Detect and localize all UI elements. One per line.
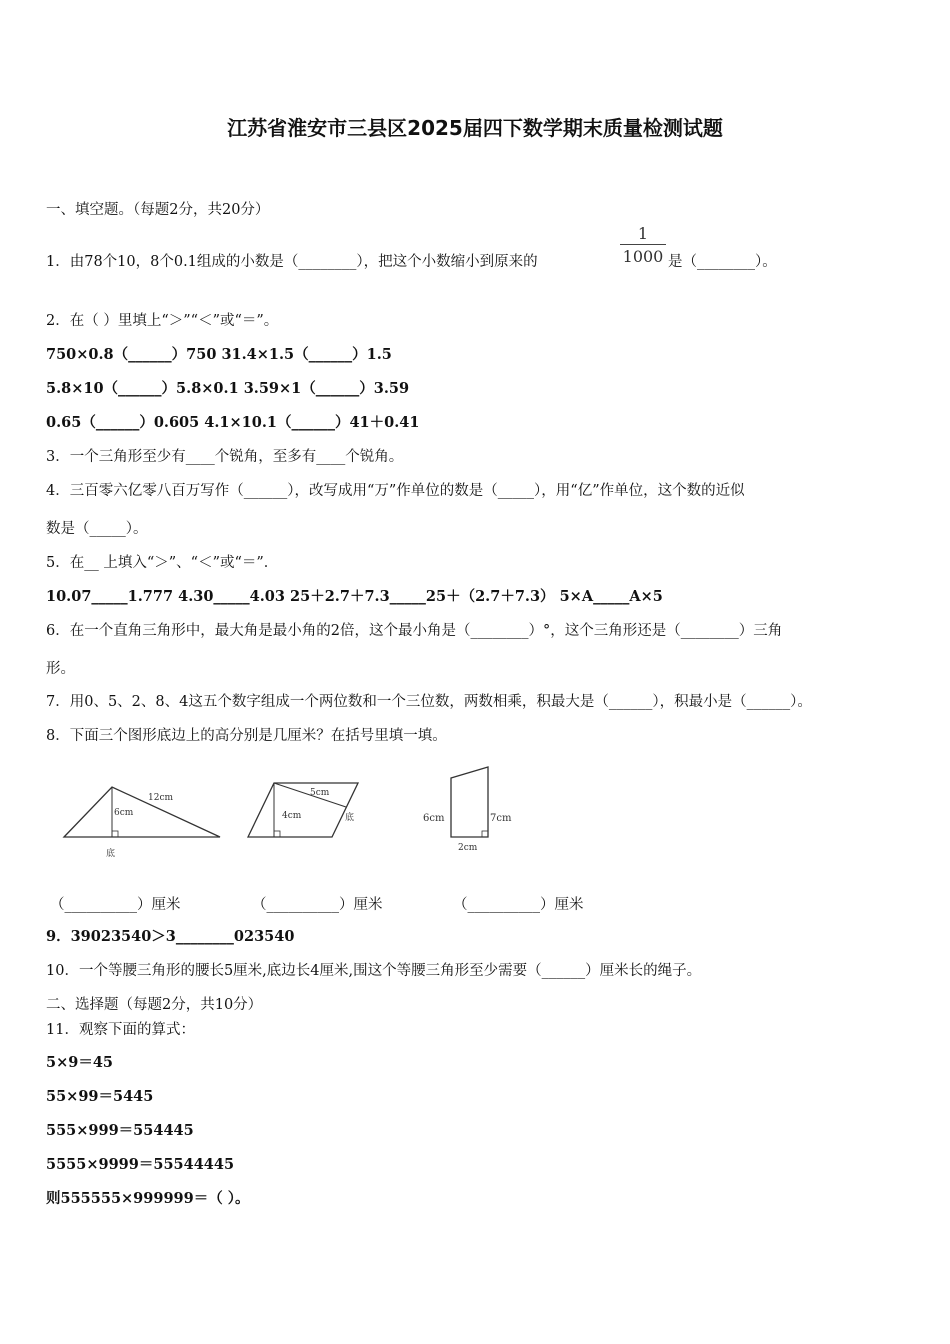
question-2-stem: 2．在（ ）里填上“＞”“＜”或“＝”。 bbox=[46, 313, 279, 329]
page-title: 江苏省淮安市三县区2025届四下数学期末质量检测试题 bbox=[227, 116, 723, 140]
question-11-stem: 11．观察下面的算式： bbox=[46, 1022, 195, 1038]
fraction-numerator: 1 bbox=[620, 224, 666, 245]
question-11-ask: 则555555×999999＝（ ）。 bbox=[46, 1190, 250, 1207]
question-1 bbox=[46, 252, 538, 272]
question-2-row-2: 5.8×10（______）5.8×0.1 3.59×1（______）3.59 bbox=[46, 380, 410, 397]
question-8-stem: 8．下面三个图形底边上的高分别是几厘米？在括号里填一填。 bbox=[46, 728, 447, 744]
question-8-figures bbox=[56, 760, 536, 860]
triangle-base-label: 底 bbox=[106, 849, 116, 859]
question-7: 7．用0、5、2、8、4这五个数字组成一个两位数和一个三位数，两数相乘，积最大是（______），积最小是（______）。 bbox=[46, 694, 812, 710]
section-1-heading: 一、填空题。（每题2分，共20分） bbox=[46, 202, 270, 218]
trapezoid-figure bbox=[423, 767, 512, 853]
parallelogram-side-label: 5cm bbox=[310, 788, 330, 798]
question-2-row-3: 0.65（______）0.605 4.1×10.1（______）41＋0.41 bbox=[46, 414, 420, 431]
question-4-line-1: 4．三百零六亿零八百万写作（______），改写成用“万”作单位的数是（_____），用“亿”作单位，这个数的近似 bbox=[46, 483, 745, 499]
fraction bbox=[620, 224, 666, 266]
question-5-row: 10.07_____1.777 4.30_____4.03 25＋2.7＋7.3_____25＋（2.7＋7.3） 5×A_____A×5 bbox=[46, 588, 663, 605]
question-4-line-2: 数是（_____）。 bbox=[46, 521, 148, 537]
question-11-expr-3: 555×999＝554445 bbox=[46, 1122, 194, 1139]
question-5-stem: 5．在__ 上填入“＞”、“＜”或“＝”． bbox=[46, 555, 279, 571]
question-11-expr-2: 55×99＝5445 bbox=[46, 1088, 154, 1105]
triangle-side-label: 12cm bbox=[148, 793, 174, 803]
question-8-answer-3: （__________）厘米 bbox=[453, 897, 584, 913]
question-1-before: 1．由78个10，8个0.1组成的小数是（________），把这个小数缩小到原来的 bbox=[46, 254, 538, 270]
question-10: 10．一个等腰三角形的腰长5厘米,底边长4厘米,围这个等腰三角形至少需要（______）厘米长的绳子。 bbox=[46, 963, 702, 979]
question-11-expr-1: 5×9＝45 bbox=[46, 1054, 114, 1071]
parallelogram-base-label: 底 bbox=[345, 813, 355, 823]
question-1-after: 是（________）。 bbox=[668, 254, 777, 270]
question-3: 3．一个三角形至少有____个锐角，至多有____个锐角。 bbox=[46, 449, 404, 465]
trapezoid-right-label: 7cm bbox=[490, 813, 512, 824]
section-2-heading: 二、选择题（每题2分，共10分） bbox=[46, 997, 263, 1013]
trapezoid-bottom-label: 2cm bbox=[458, 843, 478, 853]
question-8-answer-2: （__________）厘米 bbox=[252, 897, 383, 913]
question-8-answer-1: （__________）厘米 bbox=[50, 897, 181, 913]
trapezoid-left-label: 6cm bbox=[423, 813, 445, 824]
question-6-line-1: 6．在一个直角三角形中，最大角是最小角的2倍，这个最小角是（________）°，这个三角形还是（________）三角 bbox=[46, 623, 783, 639]
question-11-expr-4: 5555×9999＝55544445 bbox=[46, 1156, 235, 1173]
question-6-line-2: 形。 bbox=[46, 661, 75, 677]
question-2-row-1: 750×0.8（______）750 31.4×1.5（______）1.5 bbox=[46, 346, 392, 363]
triangle-figure bbox=[64, 787, 220, 859]
fraction-denominator: 1000 bbox=[622, 247, 664, 266]
parallelogram-figure bbox=[248, 783, 358, 837]
question-9: 9．39023540＞3________023540 bbox=[46, 928, 295, 945]
parallelogram-height-label: 4cm bbox=[282, 811, 302, 821]
triangle-height-label: 6cm bbox=[114, 808, 134, 818]
